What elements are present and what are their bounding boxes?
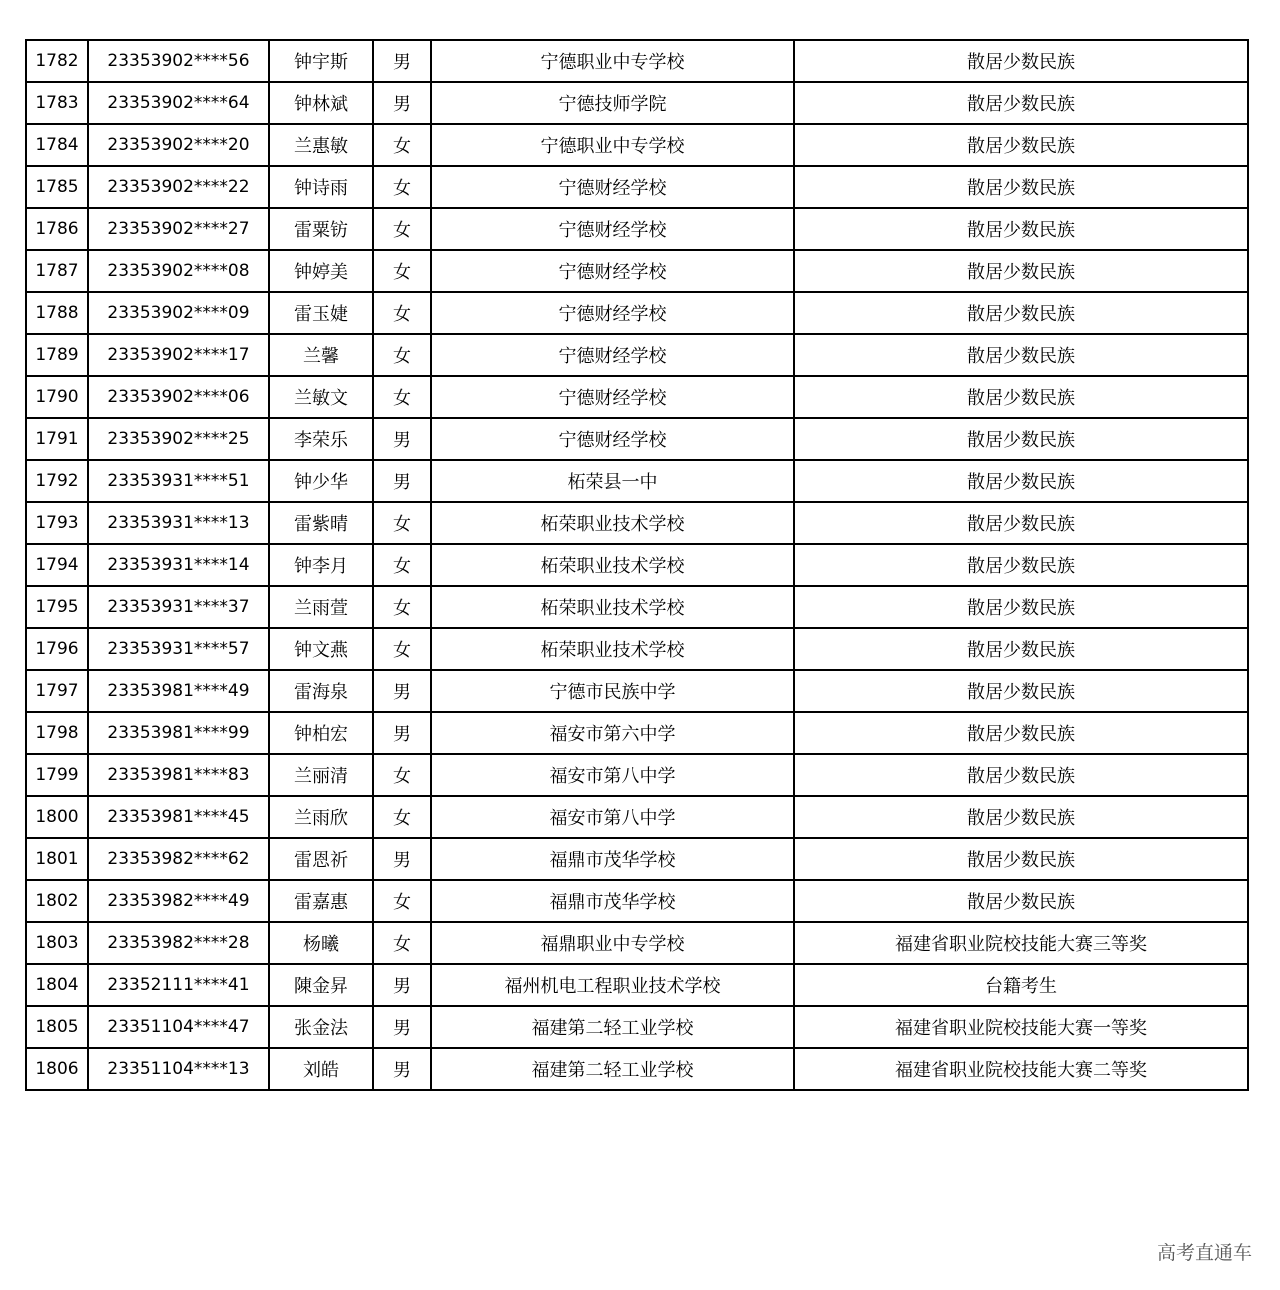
watermark-text: 高考直通车 [1156,1242,1252,1264]
gender-cell: 女 [373,922,431,964]
gender-cell: 女 [373,544,431,586]
student-name-cell: 雷玉婕 [269,292,373,334]
student-name-cell: 雷嘉惠 [269,880,373,922]
gender-cell: 女 [373,334,431,376]
table-row [26,544,1248,586]
category-cell: 散居少数民族 [794,166,1248,208]
school-cell: 宁德财经学校 [431,418,794,460]
table-row [26,796,1248,838]
category-cell: 散居少数民族 [794,838,1248,880]
school-cell: 宁德财经学校 [431,334,794,376]
candidate-id-cell: 23353981****99 [88,712,269,754]
gender-cell: 男 [373,1048,431,1090]
candidate-id-cell: 23351104****13 [88,1048,269,1090]
student-name-cell: 陳金昇 [269,964,373,1006]
row-number-cell: 1792 [26,460,88,502]
school-cell: 宁德财经学校 [431,250,794,292]
category-cell: 台籍考生 [794,964,1248,1006]
row-number-cell: 1801 [26,838,88,880]
category-cell: 散居少数民族 [794,418,1248,460]
row-number-cell: 1783 [26,82,88,124]
category-cell: 散居少数民族 [794,292,1248,334]
candidate-id-cell: 23353902****56 [88,40,269,82]
school-cell: 福安市第八中学 [431,796,794,838]
gender-cell: 男 [373,1006,431,1048]
table-row [26,670,1248,712]
school-cell: 宁德财经学校 [431,208,794,250]
row-number-cell: 1793 [26,502,88,544]
category-cell: 散居少数民族 [794,376,1248,418]
student-name-cell: 兰馨 [269,334,373,376]
category-cell: 散居少数民族 [794,712,1248,754]
table-row [26,40,1248,82]
table-row [26,82,1248,124]
student-name-cell: 钟柏宏 [269,712,373,754]
table-row [26,922,1248,964]
row-number-cell: 1806 [26,1048,88,1090]
student-name-cell: 李荣乐 [269,418,373,460]
gender-cell: 男 [373,838,431,880]
table-row [26,502,1248,544]
category-cell: 散居少数民族 [794,628,1248,670]
school-cell: 宁德技师学院 [431,82,794,124]
candidate-id-cell: 23353981****49 [88,670,269,712]
school-cell: 福州机电工程职业技术学校 [431,964,794,1006]
row-number-cell: 1803 [26,922,88,964]
gender-cell: 女 [373,166,431,208]
candidate-id-cell: 23353931****13 [88,502,269,544]
candidate-id-cell: 23353902****25 [88,418,269,460]
candidate-id-cell: 23353982****28 [88,922,269,964]
table-row [26,754,1248,796]
table-row [26,208,1248,250]
student-name-cell: 兰雨欣 [269,796,373,838]
school-cell: 宁德财经学校 [431,376,794,418]
category-cell: 散居少数民族 [794,586,1248,628]
student-name-cell: 雷紫晴 [269,502,373,544]
row-number-cell: 1800 [26,796,88,838]
school-cell: 柘荣职业技术学校 [431,544,794,586]
row-number-cell: 1790 [26,376,88,418]
table-row [26,166,1248,208]
row-number-cell: 1804 [26,964,88,1006]
table-row [26,460,1248,502]
table-row [26,964,1248,1006]
school-cell: 福建第二轻工业学校 [431,1048,794,1090]
candidate-id-cell: 23353902****06 [88,376,269,418]
school-cell: 宁德职业中专学校 [431,40,794,82]
student-name-cell: 兰丽清 [269,754,373,796]
row-number-cell: 1782 [26,40,88,82]
row-number-cell: 1805 [26,1006,88,1048]
gender-cell: 女 [373,502,431,544]
candidate-id-cell: 23353931****51 [88,460,269,502]
school-cell: 福鼎市茂华学校 [431,838,794,880]
gender-cell: 女 [373,754,431,796]
category-cell: 福建省职业院校技能大赛一等奖 [794,1006,1248,1048]
school-cell: 柘荣县一中 [431,460,794,502]
candidate-id-cell: 23351104****47 [88,1006,269,1048]
row-number-cell: 1786 [26,208,88,250]
school-cell: 宁德职业中专学校 [431,124,794,166]
gender-cell: 女 [373,208,431,250]
candidate-id-cell: 23353902****08 [88,250,269,292]
school-cell: 柘荣职业技术学校 [431,502,794,544]
row-number-cell: 1784 [26,124,88,166]
school-cell: 宁德财经学校 [431,166,794,208]
row-number-cell: 1799 [26,754,88,796]
candidate-id-cell: 23353902****17 [88,334,269,376]
student-name-cell: 刘皓 [269,1048,373,1090]
student-name-cell: 雷海泉 [269,670,373,712]
row-number-cell: 1797 [26,670,88,712]
gender-cell: 男 [373,712,431,754]
student-name-cell: 钟李月 [269,544,373,586]
school-cell: 福安市第八中学 [431,754,794,796]
student-name-cell: 钟婷美 [269,250,373,292]
school-cell: 福建第二轻工业学校 [431,1006,794,1048]
category-cell: 散居少数民族 [794,40,1248,82]
table-row [26,292,1248,334]
table-row [26,838,1248,880]
gender-cell: 男 [373,40,431,82]
candidate-id-cell: 23353902****27 [88,208,269,250]
table-row [26,124,1248,166]
category-cell: 福建省职业院校技能大赛三等奖 [794,922,1248,964]
category-cell: 散居少数民族 [794,124,1248,166]
row-number-cell: 1798 [26,712,88,754]
candidate-id-cell: 23353931****37 [88,586,269,628]
table-row [26,628,1248,670]
school-cell: 福鼎职业中专学校 [431,922,794,964]
school-cell: 柘荣职业技术学校 [431,586,794,628]
row-number-cell: 1785 [26,166,88,208]
student-name-cell: 雷恩祈 [269,838,373,880]
category-cell: 散居少数民族 [794,334,1248,376]
row-number-cell: 1795 [26,586,88,628]
school-cell: 福鼎市茂华学校 [431,880,794,922]
candidate-id-cell: 23353902****09 [88,292,269,334]
school-cell: 福安市第六中学 [431,712,794,754]
gender-cell: 女 [373,628,431,670]
row-number-cell: 1796 [26,628,88,670]
row-number-cell: 1788 [26,292,88,334]
table-row [26,586,1248,628]
table-row [26,376,1248,418]
gender-cell: 女 [373,880,431,922]
row-number-cell: 1794 [26,544,88,586]
row-number-cell: 1791 [26,418,88,460]
candidate-id-cell: 23353931****57 [88,628,269,670]
roster-table [25,39,1249,1091]
category-cell: 散居少数民族 [794,796,1248,838]
candidate-id-cell: 23353931****14 [88,544,269,586]
candidate-id-cell: 23353981****83 [88,754,269,796]
school-cell: 宁德市民族中学 [431,670,794,712]
student-name-cell: 张金法 [269,1006,373,1048]
table-row [26,1048,1248,1090]
table-row [26,1006,1248,1048]
table-row [26,250,1248,292]
student-name-cell: 兰雨萱 [269,586,373,628]
table-row [26,334,1248,376]
candidate-id-cell: 23353982****49 [88,880,269,922]
category-cell: 散居少数民族 [794,250,1248,292]
gender-cell: 男 [373,460,431,502]
gender-cell: 女 [373,376,431,418]
roster-body [26,40,1248,1090]
candidate-id-cell: 23352111****41 [88,964,269,1006]
category-cell: 散居少数民族 [794,208,1248,250]
category-cell: 散居少数民族 [794,82,1248,124]
student-name-cell: 兰敏文 [269,376,373,418]
candidate-id-cell: 23353982****62 [88,838,269,880]
category-cell: 散居少数民族 [794,544,1248,586]
category-cell: 散居少数民族 [794,670,1248,712]
gender-cell: 男 [373,82,431,124]
school-cell: 柘荣职业技术学校 [431,628,794,670]
gender-cell: 女 [373,124,431,166]
category-cell: 福建省职业院校技能大赛二等奖 [794,1048,1248,1090]
table-row [26,418,1248,460]
table-row [26,712,1248,754]
student-name-cell: 杨曦 [269,922,373,964]
category-cell: 散居少数民族 [794,754,1248,796]
gender-cell: 女 [373,586,431,628]
table-row [26,880,1248,922]
candidate-id-cell: 23353902****20 [88,124,269,166]
row-number-cell: 1802 [26,880,88,922]
student-name-cell: 钟林斌 [269,82,373,124]
student-name-cell: 雷粟钫 [269,208,373,250]
category-cell: 散居少数民族 [794,502,1248,544]
candidate-id-cell: 23353902****64 [88,82,269,124]
gender-cell: 女 [373,250,431,292]
gender-cell: 男 [373,670,431,712]
candidate-id-cell: 23353981****45 [88,796,269,838]
row-number-cell: 1789 [26,334,88,376]
candidate-id-cell: 23353902****22 [88,166,269,208]
student-name-cell: 钟文燕 [269,628,373,670]
row-number-cell: 1787 [26,250,88,292]
student-name-cell: 钟宇斯 [269,40,373,82]
gender-cell: 男 [373,418,431,460]
category-cell: 散居少数民族 [794,460,1248,502]
category-cell: 散居少数民族 [794,880,1248,922]
gender-cell: 女 [373,292,431,334]
student-name-cell: 钟少华 [269,460,373,502]
gender-cell: 女 [373,796,431,838]
gender-cell: 男 [373,964,431,1006]
student-name-cell: 钟诗雨 [269,166,373,208]
student-name-cell: 兰惠敏 [269,124,373,166]
school-cell: 宁德财经学校 [431,292,794,334]
